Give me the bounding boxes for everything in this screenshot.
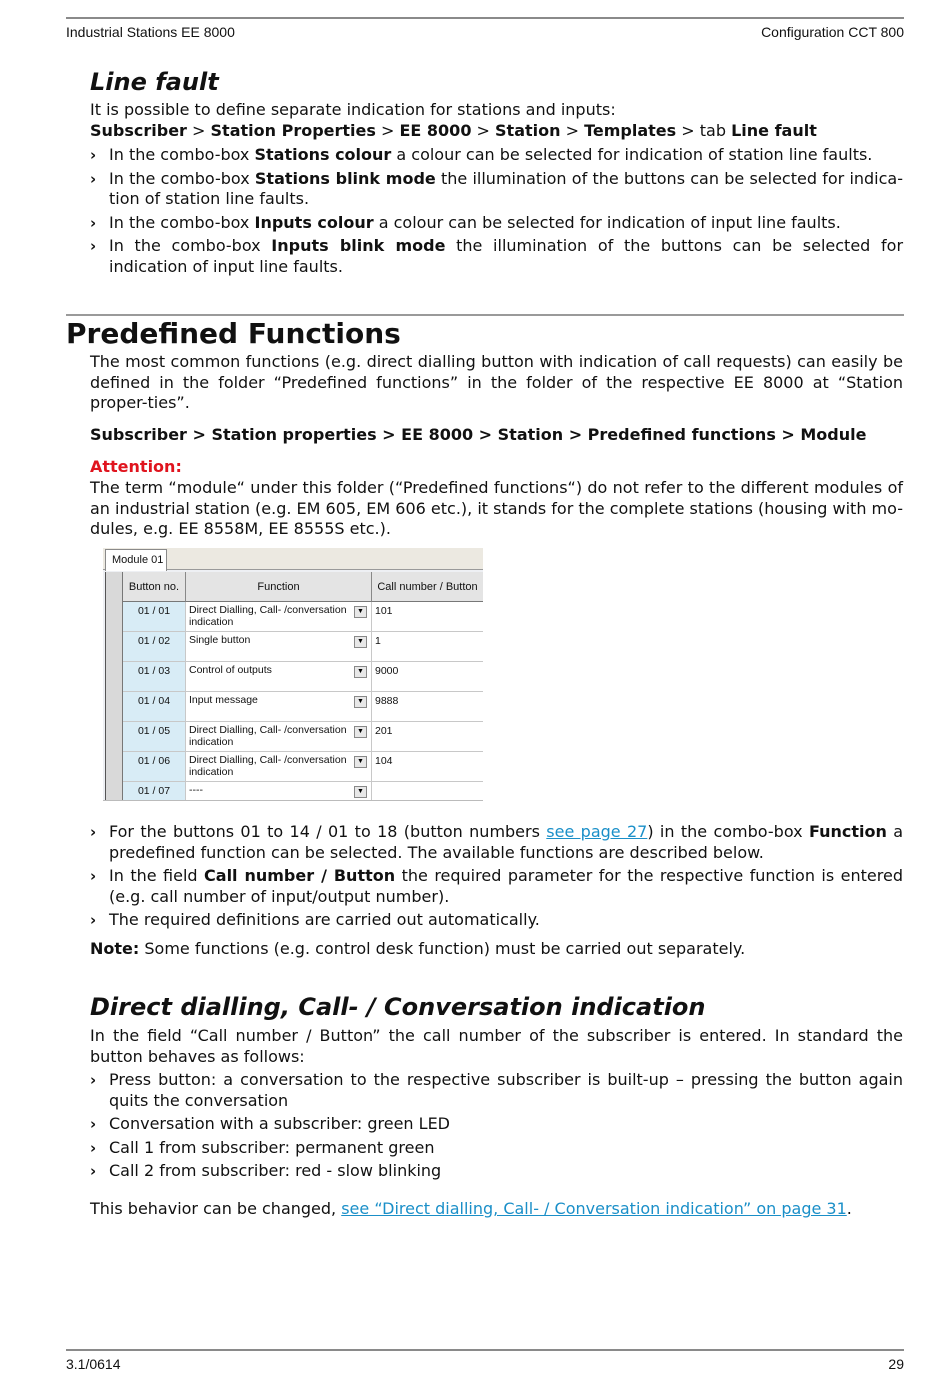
- call-number-field[interactable]: 201: [372, 722, 483, 752]
- path-sep: > tab: [676, 121, 732, 140]
- list-item: [90, 1161, 903, 1182]
- list-item: [90, 910, 903, 931]
- cell-button-no: 01 / 02: [123, 632, 186, 662]
- chevron-right-icon: ›: [90, 1115, 97, 1133]
- item-bold: Call number / Button: [204, 866, 396, 885]
- item-text: ) in the combo-box: [647, 822, 809, 841]
- dropdown-arrow-icon[interactable]: ▼: [354, 786, 367, 798]
- item-text: For the buttons 01 to 14 / 01 to 18 (button numbers: [109, 822, 547, 841]
- section-divider: [66, 314, 904, 316]
- see-page-27-link[interactable]: see page 27: [546, 822, 648, 841]
- list-item: [90, 169, 903, 210]
- item-text: a colour can be selected for indication of input line faults.: [373, 212, 841, 232]
- see-page-31-link[interactable]: see “Direct dialling, Call- / Conversation indication” on page 31: [341, 1199, 847, 1218]
- function-combobox[interactable]: [186, 752, 372, 782]
- item-bold: Stations colour: [254, 145, 392, 164]
- item-text: Conversation with a subscriber: green LED: [109, 1114, 450, 1133]
- list-item: [90, 1114, 903, 1135]
- predefined-list: [90, 822, 903, 934]
- chevron-right-icon: ›: [90, 823, 97, 841]
- call-number-field[interactable]: 1: [372, 632, 483, 662]
- item-text: a predefined function can be selected. The available functions are described below.: [109, 822, 904, 862]
- list-item: [90, 866, 903, 907]
- path-station: Station: [495, 121, 561, 140]
- direct-outro: [90, 1199, 903, 1220]
- item-text: a colour can be selected for indication of station line faults.: [391, 145, 873, 164]
- call-number-field[interactable]: 101: [372, 602, 483, 632]
- function-combobox[interactable]: [186, 692, 372, 722]
- direct-dialling-heading: Direct dialling, Call- / Conversation indication: [90, 993, 706, 1021]
- dropdown-arrow-icon[interactable]: ▼: [354, 696, 367, 708]
- dropdown-arrow-icon[interactable]: ▼: [354, 666, 367, 678]
- item-text: Press button: a conversation to the respective subscriber is built-up – pressing the button again quits the conversation: [109, 1070, 903, 1110]
- chevron-right-icon: ›: [90, 169, 97, 188]
- function-combobox[interactable]: [186, 782, 372, 801]
- call-number-field[interactable]: 9888: [372, 692, 483, 722]
- column-header-call-number[interactable]: Call number / Button: [372, 572, 483, 602]
- path-sep: >: [375, 121, 400, 140]
- attention-label: Attention:: [90, 457, 182, 476]
- line-fault-intro: It is possible to define separate indication for stations and inputs:: [90, 100, 616, 119]
- call-number-field[interactable]: [372, 782, 483, 801]
- function-combobox[interactable]: [186, 602, 372, 632]
- chevron-right-icon: ›: [90, 213, 97, 232]
- chevron-right-icon: ›: [90, 867, 97, 885]
- note-paragraph: [90, 939, 903, 960]
- item-text: Call 2 from subscriber: red - slow blinking: [109, 1161, 442, 1180]
- header-document-title: Industrial Stations EE 8000: [66, 24, 235, 40]
- item-bold: Inputs colour: [254, 212, 374, 232]
- attention-text: The term “module“ under this folder (“Predefined functions“) do not refer to the different modules of an industrial station (e.g. EM 605, EM 606 etc.), it stands for the complete stations (housing with mo-dules, e.g. EE 8558M, EE 8555S etc.).: [90, 478, 903, 538]
- path-sep: >: [560, 121, 585, 140]
- list-item: [90, 1070, 903, 1111]
- item-text: The required definitions are carried out automatically.: [109, 910, 540, 929]
- function-combobox[interactable]: [186, 722, 372, 752]
- outro-text: This behavior can be changed,: [90, 1199, 342, 1218]
- function-value: Direct Dialling, Call- /conversation indication: [189, 754, 347, 778]
- item-bold: Function: [808, 822, 887, 841]
- item-text: Call 1 from subscriber: permanent green: [109, 1137, 435, 1157]
- module-table-screenshot: [103, 548, 483, 801]
- cell-button-no: 01 / 06: [123, 752, 186, 782]
- page-number: 29: [888, 1356, 904, 1372]
- function-combobox[interactable]: [186, 662, 372, 692]
- dropdown-arrow-icon[interactable]: ▼: [354, 606, 367, 618]
- outro-text: .: [846, 1199, 852, 1218]
- function-value: Input message: [189, 694, 258, 706]
- call-number-field[interactable]: 104: [372, 752, 483, 782]
- path-subscriber: Subscriber: [90, 121, 187, 140]
- cell-button-no: 01 / 01: [123, 602, 186, 632]
- footer-version: 3.1/0614: [66, 1356, 121, 1372]
- item-text: the required parameter for the respective function is entered (e.g. call number of input/output number).: [109, 866, 904, 906]
- cell-button-no: 01 / 07: [123, 782, 186, 801]
- item-bold: Inputs blink mode: [271, 236, 446, 255]
- item-text: In the combo-box: [109, 236, 272, 255]
- predefined-functions-heading: Predefined Functions: [66, 317, 401, 350]
- item-text: the illumination of the buttons can be selected for indication of input line faults.: [109, 236, 904, 276]
- function-value: ----: [189, 784, 203, 796]
- chevron-right-icon: ›: [90, 1138, 97, 1157]
- call-number-field[interactable]: 9000: [372, 662, 483, 692]
- path-ee8000: EE 8000: [399, 121, 472, 140]
- direct-list: [90, 1070, 903, 1185]
- function-value: Control of outputs: [189, 664, 272, 676]
- row-header-column: [106, 572, 123, 801]
- list-item: [90, 822, 903, 863]
- direct-intro: In the field “Call number / Button” the call number of the subscriber is entered. In standard the button behaves as follows:: [90, 1026, 903, 1066]
- list-item: [90, 236, 903, 277]
- list-item: [90, 145, 903, 166]
- line-fault-heading: Line fault: [90, 68, 219, 96]
- item-text: In the combo-box: [109, 168, 255, 188]
- footer-rule: [66, 1349, 904, 1351]
- line-fault-list: [90, 145, 903, 280]
- note-text: Some functions (e.g. control desk function) must be carried out separately.: [139, 939, 746, 958]
- item-text: the illumination of the buttons can be selected for indica-tion of station line faults.: [109, 168, 904, 208]
- path-sep: >: [186, 121, 211, 140]
- dropdown-arrow-icon[interactable]: ▼: [354, 756, 367, 768]
- path-sep: >: [471, 121, 496, 140]
- list-item: [90, 1138, 903, 1159]
- chevron-right-icon: ›: [90, 237, 97, 255]
- cell-button-no: 01 / 04: [123, 692, 186, 722]
- column-header-function[interactable]: Function: [186, 572, 372, 602]
- function-combobox[interactable]: [186, 632, 372, 662]
- dropdown-arrow-icon[interactable]: ▼: [354, 636, 367, 648]
- predefined-intro: The most common functions (e.g. direct dialling button with indication of call requests) can easily be defined in the folder “Predefined functions” in the folder of the respective EE 8000 at “Station proper-ties”.: [90, 352, 903, 412]
- module-grid: [105, 572, 483, 801]
- function-value: Single button: [189, 634, 251, 646]
- chevron-right-icon: ›: [90, 1071, 97, 1089]
- item-text: In the field: [109, 866, 205, 885]
- function-value: Direct Dialling, Call- /conversation indication: [189, 604, 347, 628]
- header-rule: [66, 17, 904, 19]
- header-chapter-title: Configuration CCT 800: [761, 24, 904, 40]
- cell-button-no: 01 / 03: [123, 662, 186, 692]
- path-templates: Templates: [584, 121, 677, 140]
- column-header-button-no[interactable]: Button no.: [123, 572, 186, 602]
- path-station-properties: Station Properties: [210, 121, 376, 140]
- item-text: In the combo-box: [109, 212, 255, 232]
- line-fault-path: [90, 121, 903, 142]
- item-bold: Stations blink mode: [254, 168, 436, 188]
- dropdown-arrow-icon[interactable]: ▼: [354, 726, 367, 738]
- tab-module-01[interactable]: Module 01: [105, 549, 167, 571]
- chevron-right-icon: ›: [90, 1162, 97, 1180]
- item-text: In the combo-box: [109, 145, 255, 164]
- note-label: Note:: [90, 939, 140, 958]
- cell-button-no: 01 / 05: [123, 722, 186, 752]
- chevron-right-icon: ›: [90, 146, 97, 164]
- chevron-right-icon: ›: [90, 911, 97, 929]
- list-item: [90, 213, 903, 234]
- function-value: Direct Dialling, Call- /conversation indication: [189, 724, 347, 748]
- path-line-fault: Line fault: [731, 121, 817, 140]
- tab-bar: [103, 548, 483, 570]
- predefined-path: Subscriber > Station properties > EE 8000 > Station > Predefined functions > Module: [90, 425, 867, 444]
